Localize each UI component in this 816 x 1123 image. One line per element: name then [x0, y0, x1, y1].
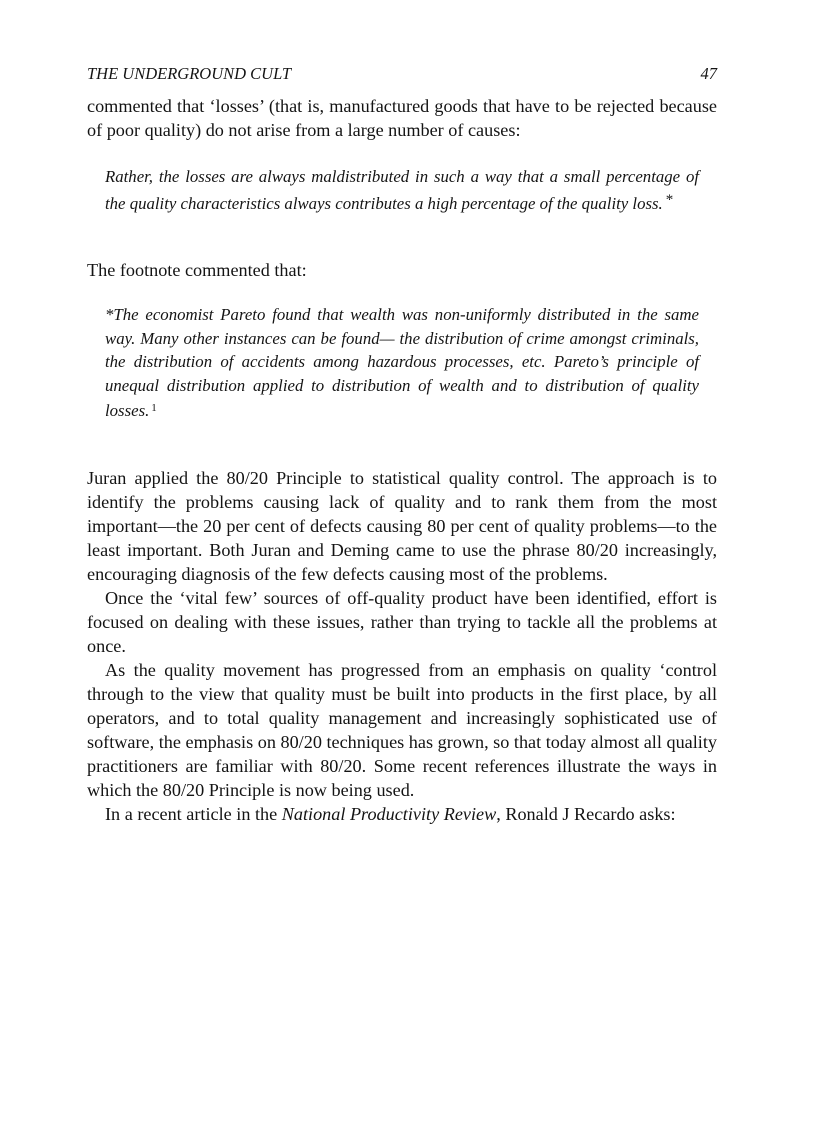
- footnote-text: *The economist Pareto found that wealth was non-uniformly distributed in the same way. Many other instances can be found— the distribution of crime amongst criminals, the distribution of accidents among hazardous processes, etc. Pareto’s principle of unequal distribution applied to distribution of wealth and to distribution of quality losses.: [105, 305, 699, 420]
- endnote-number: 1: [151, 402, 157, 414]
- quote-text: Rather, the losses are always maldistributed in such a way that a small percentage of the quality characteristics always contributes a high percentage of the quality loss.: [105, 167, 699, 213]
- paragraph-quality-movement: As the quality movement has progressed from an emphasis on quality ‘control through to the view that quality must be built into products in the first place, by all operators, and to total quality management and increasingly sophisticated use of software, the emphasis on 80/20 techniques has grown, so that today almost all quality practitioners are familiar with 80/20. Some recent references illustrate the ways in which the 80/20 Principle is now being used.: [87, 659, 717, 800]
- paragraph-vital-few: Once the ‘vital few’ sources of off-quality product have been identified, effort is focused on dealing with these issues, rather than trying to tackle all the problems at once.: [87, 587, 717, 656]
- block-quote-juran: [105, 165, 699, 215]
- page-number: 47: [700, 64, 717, 83]
- paragraph-juran: Juran applied the 80/20 Principle to statistical quality control. The approach is to identify the problems causing lack of quality and to rank them from the most important—the 20 per cent of defects causing 80 per cent of quality problems—to the least important. Both Juran and Deming came to use the phrase 80/20 increasingly, encouraging diagnosis of the few defects causing most of the problems.: [87, 467, 717, 584]
- footnote-intro: The footnote commented that:: [87, 260, 307, 280]
- recardo-rest: , Ronald J Recardo asks:: [496, 803, 676, 824]
- paragraph-continuation: commented that ‘losses’ (that is, manufactured goods that have to be rejected because of poor quality) do not arise from a large number of causes:: [87, 96, 717, 140]
- recardo-intro: In a recent article in the: [105, 803, 282, 824]
- paragraph-recardo: [87, 802, 717, 826]
- book-page: [87, 62, 717, 826]
- footnote-marker: *: [665, 191, 674, 208]
- block-quote-footnote: [105, 303, 699, 423]
- journal-title: National Productivity Review: [281, 803, 497, 824]
- running-title: THE UNDERGROUND CULT: [87, 64, 292, 83]
- running-header: [87, 62, 717, 86]
